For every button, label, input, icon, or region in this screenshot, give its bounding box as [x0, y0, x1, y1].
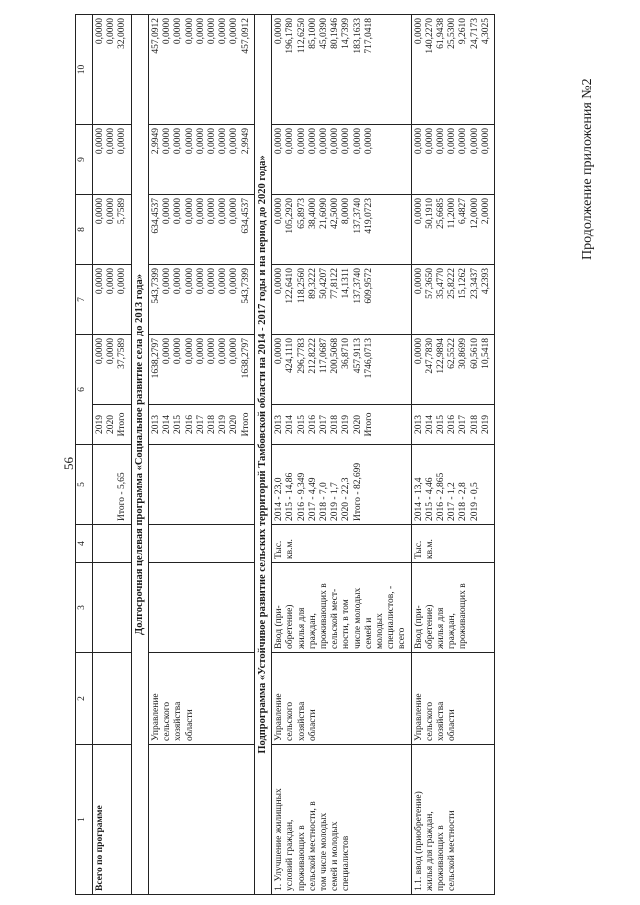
rotated-table-area — [75, 15, 620, 895]
table-row — [411, 15, 494, 895]
amount-col6: 0,0000 0,0000 37,7589 — [93, 335, 132, 405]
year-list: 2013 2014 2015 2016 2017 2018 2019 2020 Итого — [148, 405, 254, 445]
unit-cell: Тыс. кв.м. — [411, 525, 494, 563]
measure-name — [411, 745, 494, 895]
subprogram-title: Подпрограмма «Устойчивое развитие сельских территорий Тамбовской области на 2014 - 2017 годы и на период до 2020 года» — [254, 15, 271, 895]
column-number: 6 — [76, 335, 93, 445]
program-total-label: Всего по программе — [93, 745, 132, 895]
measure-name — [272, 745, 411, 895]
empty-cell — [148, 745, 254, 895]
column-number: 1 — [76, 745, 93, 895]
column-number: 7 — [76, 265, 93, 335]
unit-cell: Тыс. кв.м. — [272, 525, 411, 563]
indicator-values: 2014 - 13,4 2015 - 4,46 2016 - 2,865 2017 - 1,2 2018 - 2,8 2019 - 0,5 — [411, 445, 494, 525]
column-number: 5 — [76, 445, 93, 525]
column-number: 9 — [76, 125, 93, 195]
empty-cell — [148, 445, 254, 525]
amount-col10: 457,0912 0,0000 0,0000 0,0000 0,0000 0,0000 0,0000 0,0000 457,0912 — [148, 15, 254, 125]
program-total-row — [93, 15, 132, 895]
indicator-cell: Ввод (при- обретение) жилья для граждан, проживающих в сельской мест- ности, в том числе молодых семей и молодых специалистов, - всего — [272, 563, 411, 653]
column-number: 8 — [76, 195, 93, 265]
column-number: 4 — [76, 525, 93, 563]
empty-cell — [93, 563, 132, 653]
executor-cell: Управление сельского хозяйства области — [148, 653, 254, 745]
empty-cell — [93, 525, 132, 563]
executor-cell: Управление сельского хозяйства области — [272, 653, 411, 745]
measure-name-text: ввод (приобретение) жилья для граждан, проживающих в сельской местности — [413, 791, 458, 891]
amount-col10: 0,0000 196,1780 112,6250 85,1000 45,0390 80,1946 14,7399 183,1633 717,0418 — [272, 15, 411, 125]
amount-col9: 0,0000 0,0000 0,0000 0,0000 0,0000 0,0000 0,0000 0,0000 0,0000 — [272, 125, 411, 195]
row-number: 1.1. — [413, 876, 424, 891]
amount-col8: 0,0000 105,2920 65,8973 38,4000 21,6090 42,5000 8,0000 137,3740 419,0723 — [272, 195, 411, 265]
empty-cell — [93, 653, 132, 745]
amount-col7: 0,0000 0,0000 0,0000 — [93, 265, 132, 335]
long-term-program-row — [148, 15, 254, 895]
page-number: 56 — [61, 457, 76, 470]
column-number-row — [76, 15, 93, 895]
column-number: 2 — [76, 653, 93, 745]
amount-col9: 0,0000 0,0000 0,0000 0,0000 0,0000 0,0000 0,0000 — [411, 125, 494, 195]
empty-cell — [148, 563, 254, 653]
year-list: 2019 2020 Итого — [93, 405, 132, 445]
amount-col6: 1638,2797 0,0000 0,0000 0,0000 0,0000 0,0000 0,0000 0,0000 1638,2797 — [148, 335, 254, 405]
column-number: 3 — [76, 563, 93, 653]
amount-col7: 0,0000 57,3650 35,4770 25,8222 15,1262 23,3437 4,2393 — [411, 265, 494, 335]
amount-col7: 543,7399 0,0000 0,0000 0,0000 0,0000 0,0000 0,0000 0,0000 543,7399 — [148, 265, 254, 335]
amount-col8: 0,0000 0,0000 5,7589 — [93, 195, 132, 265]
amount-col9: 0,0000 0,0000 0,0000 — [93, 125, 132, 195]
indicator-values: 2014 - 23,0 2015 - 14,86 2016 - 9,349 2017 - 4,49 2018 - 7,0 2019 - 1,7 2020 - 22,3 Итого - 82,699 — [272, 445, 411, 525]
amount-col8: 0,0000 50,1910 25,6685 11,2000 6,4827 12,0000 2,0000 — [411, 195, 494, 265]
measure-name-text: Улучшение жилищных условий граждан, проживающих в сельской местности, в том числе молодых семей и молодых специалистов — [274, 788, 352, 891]
appendix-caption: Продолжение приложения №2 — [580, 78, 595, 260]
empty-cell — [148, 525, 254, 563]
column-number: 10 — [76, 15, 93, 125]
indicator-cell: Ввод (при- обретение) жилья для граждан, проживающих в — [411, 563, 494, 653]
program-total-indicator: Итого - 5,65 — [93, 445, 132, 525]
table-row — [272, 15, 411, 895]
amount-col9: 2,9949 0,0000 0,0000 0,0000 0,0000 0,0000 0,0000 0,0000 2,9949 — [148, 125, 254, 195]
long-term-title-row — [131, 15, 148, 895]
amount-col10: 0,0000 0,0000 32,0000 — [93, 15, 132, 125]
year-list: 2013 2014 2015 2016 2017 2018 2019 — [411, 405, 494, 445]
row-number: 1. — [274, 883, 285, 891]
amount-col10: 0,0000 140,2270 61,9438 25,5300 9,2610 24,7173 4,3025 — [411, 15, 494, 125]
amount-col8: 634,4537 0,0000 0,0000 0,0000 0,0000 0,0000 0,0000 0,0000 634,4537 — [148, 195, 254, 265]
amount-col6: 0,0000 424,1110 296,7783 212,8222 117,0687 200,5068 36,8710 457,9113 1746,0713 — [272, 335, 411, 405]
program-financing-table — [75, 14, 495, 895]
executor-cell: Управление сельского хозяйства области — [411, 653, 494, 745]
long-term-program-title: Долгосрочная целевая программа «Социальное развитие села до 2013 года» — [131, 15, 148, 895]
subprogram-title-row — [254, 15, 271, 895]
amount-col7: 0,0000 122,6410 118,2560 89,3222 50,4207 77,8122 14,1311 137,3740 609,9572 — [272, 265, 411, 335]
amount-col6: 0,0000 247,7830 122,9894 62,5522 30,8699 60,5610 10,5418 — [411, 335, 494, 405]
year-list: 2013 2014 2015 2016 2017 2018 2019 2020 Итого — [272, 405, 411, 445]
